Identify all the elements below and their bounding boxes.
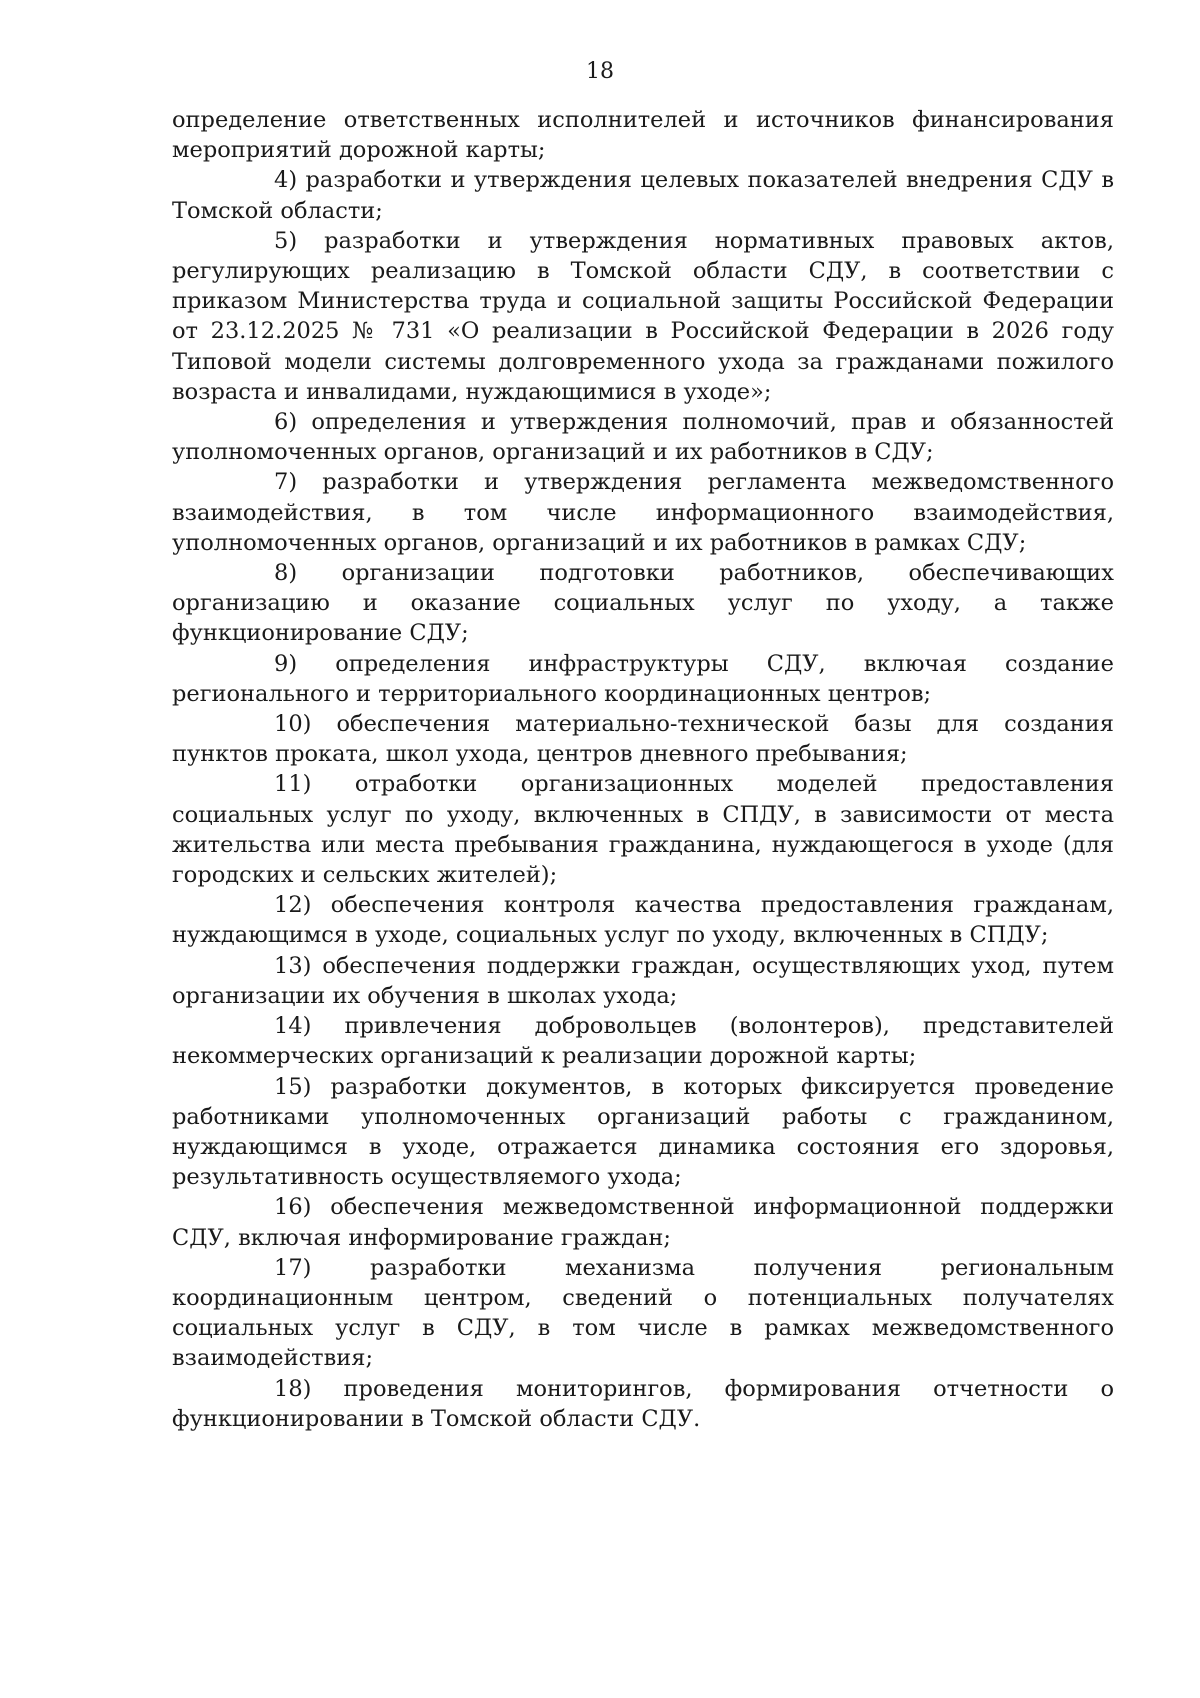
list-item-10: 10) обеспечения материально-технической базы для создания пунктов проката, школ ухода, центров дневного пребывания;: [172, 711, 1114, 768]
paragraph-continuation: определение ответственных исполнителей и источников финансирования мероприятий дорожной карты;: [172, 107, 1114, 164]
list-item-15: 15) разработки документов, в которых фиксируется проведение работниками уполномоченных организаций работы с гражданином, нуждающимся в уходе, отражается динамика состояния его здоровья, результативность осуществляемого ухода;: [172, 1073, 1114, 1191]
list-item-14: 14) привлечения добровольцев (волонтеров), представителей некоммерческих организаций к реализации дорожной карты;: [172, 1013, 1114, 1070]
list-item-18: 18) проведения мониторингов, формирования отчетности о функционировании в Томской области СДУ.: [172, 1375, 1114, 1432]
list-item-5: 5) разработки и утверждения нормативных правовых актов, регулирующих реализацию в Томской области СДУ, в соответствии с приказом Министерства труда и социальной защиты Российской Федерации от 23.12.2025 № 731 «О реализации в Российской Федерации в 2026 году Типовой модели системы долговременного ухода за гражданами пожилого возраста и инвалидами, нуждающимися в уходе»;: [172, 227, 1114, 405]
page-number: 18: [586, 59, 614, 84]
list-item-17: 17) разработки механизма получения региональным координационным центром, сведений о потенциальных получателях социальных услуг в СДУ, в том числе в рамках межведомственного взаимодействия;: [172, 1254, 1114, 1372]
list-item-16: 16) обеспечения межведомственной информационной поддержки СДУ, включая информирование граждан;: [172, 1194, 1114, 1251]
list-item-12: 12) обеспечения контроля качества предоставления гражданам, нуждающимся в уходе, социальных услуг по уходу, включенных в СПДУ;: [172, 892, 1114, 949]
list-item-6: 6) определения и утверждения полномочий, прав и обязанностей уполномоченных органов, организаций и их работников в СДУ;: [172, 409, 1114, 466]
list-item-13: 13) обеспечения поддержки граждан, осуществляющих уход, путем организации их обучения в школах ухода;: [172, 952, 1114, 1009]
list-item-11: 11) отработки организационных моделей предоставления социальных услуг по уходу, включенных в СПДУ, в зависимости от места жительства или места пребывания гражданина, нуждающегося в уходе (для городских и сельских жителей);: [172, 771, 1114, 889]
list-item-7: 7) разработки и утверждения регламента межведомственного взаимодействия, в том числе информационного взаимодействия, уполномоченных органов, организаций и их работников в рамках СДУ;: [172, 469, 1114, 556]
list-item-4: 4) разработки и утверждения целевых показателей внедрения СДУ в Томской области;: [172, 167, 1114, 224]
document-body: [172, 105, 1114, 1434]
list-item-9: 9) определения инфраструктуры СДУ, включая создание регионального и территориального координационных центров;: [172, 650, 1114, 707]
list-item-8: 8) организации подготовки работников, обеспечивающих организацию и оказание социальных услуг по уходу, а также функционирование СДУ;: [172, 560, 1114, 647]
